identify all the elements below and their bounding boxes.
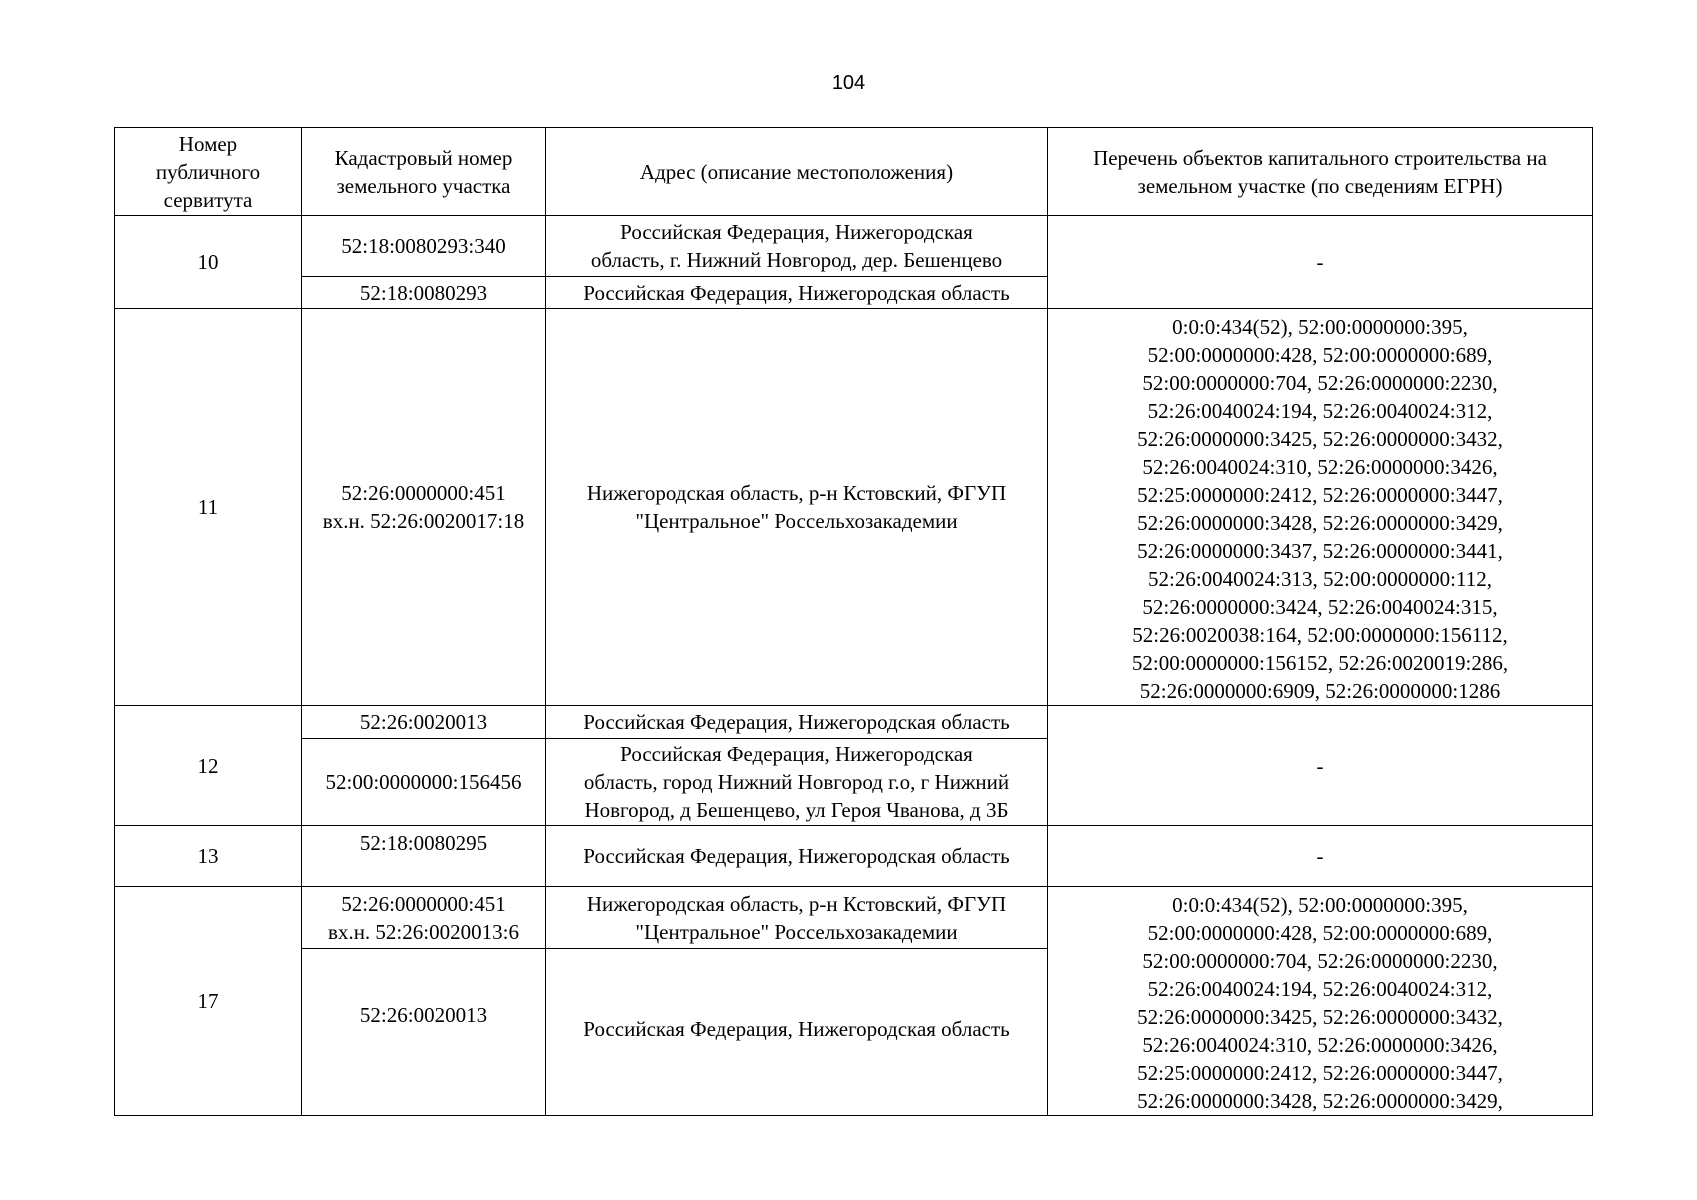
objects-line: 52:26:0040024:194, 52:26:0040024:312, xyxy=(1147,399,1493,423)
objects-line: 52:26:0040024:310, 52:26:0000000:3426, xyxy=(1142,455,1498,479)
header-text: публичного xyxy=(155,159,261,184)
objects-line: 52:26:0000000:3428, 52:26:0000000:3429, xyxy=(1137,511,1503,535)
address-text: Российская Федерация, Нижегородская область xyxy=(583,1017,1010,1041)
servitude-table xyxy=(114,127,1593,1116)
address-text: Нижегородская область, р-н Кстовский, ФГУП xyxy=(586,891,1007,916)
servitude-number-cell: 10 xyxy=(115,216,302,309)
table-row xyxy=(115,309,1593,706)
cadastral-number-cell xyxy=(302,706,546,739)
table-row xyxy=(115,216,1593,277)
table-header-row xyxy=(115,128,1593,216)
address-cell xyxy=(546,277,1048,309)
incoming-number: вх.н. 52:26:0020017:18 xyxy=(322,509,525,533)
address-text: Новгород, д Бешенцево, ул Героя Чванова, д 3Б xyxy=(584,798,1009,822)
cadastral-number-cell xyxy=(302,216,546,277)
objects-line: 52:26:0000000:6909, 52:26:0000000:1286 xyxy=(1139,679,1501,703)
address-cell xyxy=(546,216,1048,277)
objects-line: 0:0:0:434(52), 52:00:0000000:395, xyxy=(1172,315,1468,339)
page-number: 104 xyxy=(831,72,866,94)
address-cell xyxy=(546,739,1048,826)
address-text: Российская Федерация, Нижегородская область xyxy=(583,280,1010,305)
header-text: Перечень объектов капитального строительства на xyxy=(1093,145,1547,170)
objects-line: 52:00:0000000:428, 52:00:0000000:689, xyxy=(1147,343,1493,367)
objects-line: 52:26:0000000:3428, 52:26:0000000:3429, xyxy=(1137,1089,1503,1113)
objects-line: 0:0:0:434(52), 52:00:0000000:395, xyxy=(1172,893,1468,917)
objects-line: 52:00:0000000:156152, 52:26:0020019:286, xyxy=(1131,651,1509,675)
objects-line: 52:26:0000000:3425, 52:26:0000000:3432, xyxy=(1137,1005,1503,1029)
incoming-number: вх.н. 52:26:0020013:6 xyxy=(328,919,519,944)
objects-line: 52:26:0040024:194, 52:26:0040024:312, xyxy=(1147,977,1493,1001)
cadastral-number-cell xyxy=(302,277,546,309)
address-text: область, г. Нижний Новгород, дер. Бешенцево xyxy=(590,248,1003,272)
header-text: земельного участка xyxy=(336,173,511,198)
objects-line: 52:26:0000000:3424, 52:26:0040024:315, xyxy=(1142,595,1498,619)
header-address xyxy=(546,128,1048,216)
objects-line: 52:00:0000000:704, 52:26:0000000:2230, xyxy=(1142,949,1498,973)
servitude-number-cell: 17 xyxy=(115,887,302,1116)
address-text: Нижегородская область, р-н Кстовский, ФГУП xyxy=(586,481,1007,505)
cadastral-number: 52:18:0080295 xyxy=(359,831,488,855)
table-row xyxy=(115,826,1593,887)
address-text: Российская Федерация, Нижегородская область xyxy=(583,710,1010,734)
objects-line: 52:25:0000000:2412, 52:26:0000000:3447, xyxy=(1137,1061,1503,1085)
objects-line: 52:26:0000000:3437, 52:26:0000000:3441, xyxy=(1137,539,1503,563)
objects-line: 52:00:0000000:704, 52:26:0000000:2230, xyxy=(1142,371,1498,395)
address-cell xyxy=(546,887,1048,949)
address-cell xyxy=(546,706,1048,739)
address-cell xyxy=(546,949,1048,1116)
header-text: земельном участке (по сведениям ЕГРН) xyxy=(1137,173,1503,198)
cadastral-number-cell xyxy=(302,309,546,706)
servitude-number-cell: 11 xyxy=(115,309,302,706)
cadastral-number: 52:18:0080293 xyxy=(359,280,488,305)
cadastral-number-cell xyxy=(302,949,546,1116)
objects-line: 52:26:0040024:313, 52:00:0000000:112, xyxy=(1148,567,1492,591)
objects-cell: - xyxy=(1048,826,1593,887)
cadastral-number: 52:00:0000000:156456 xyxy=(325,770,522,794)
header-objects xyxy=(1048,128,1593,216)
cadastral-number: 52:26:0000000:451 xyxy=(341,891,506,916)
cadastral-number: 52:26:0020013 xyxy=(359,1003,488,1027)
table-row xyxy=(115,706,1593,739)
servitude-number-cell: 13 xyxy=(115,826,302,887)
objects-cell xyxy=(1048,309,1593,706)
objects-line: 52:26:0000000:3425, 52:26:0000000:3432, xyxy=(1137,427,1503,451)
address-text: "Центральное" Россельхозакадемии xyxy=(635,509,958,533)
servitude-number-cell: 12 xyxy=(115,706,302,826)
address-text: Российская Федерация, Нижегородская xyxy=(620,220,973,244)
address-text: область, город Нижний Новгород г.о, г Нижний xyxy=(583,770,1010,794)
objects-line: 52:26:0040024:310, 52:26:0000000:3426, xyxy=(1142,1033,1498,1057)
objects-line: 52:25:0000000:2412, 52:26:0000000:3447, xyxy=(1137,483,1503,507)
address-text: Российская Федерация, Нижегородская область xyxy=(583,844,1010,868)
header-text: Адрес (описание местоположения) xyxy=(639,159,954,184)
table-row xyxy=(115,887,1593,949)
cadastral-number: 52:18:0080293:340 xyxy=(341,234,506,258)
header-servitude-number xyxy=(115,128,302,216)
address-cell xyxy=(546,826,1048,887)
cadastral-number: 52:26:0020013 xyxy=(359,710,488,734)
cadastral-number-cell xyxy=(302,887,546,949)
header-text: сервитута xyxy=(163,187,253,212)
objects-cell: - xyxy=(1048,706,1593,826)
address-cell xyxy=(546,309,1048,706)
objects-line: 52:00:0000000:428, 52:00:0000000:689, xyxy=(1147,921,1493,945)
cadastral-number-cell xyxy=(302,739,546,826)
objects-line: 52:26:0020038:164, 52:00:0000000:156112, xyxy=(1132,623,1508,647)
header-text: Номер xyxy=(178,131,238,156)
header-cadastral-number xyxy=(302,128,546,216)
cadastral-number: 52:26:0000000:451 xyxy=(341,481,506,505)
address-text: "Центральное" Россельхозакадемии xyxy=(635,919,958,944)
address-text: Российская Федерация, Нижегородская xyxy=(620,742,973,766)
cadastral-number-cell xyxy=(302,826,546,887)
header-text: Кадастровый номер xyxy=(334,145,513,170)
objects-cell xyxy=(1048,887,1593,1116)
objects-cell: - xyxy=(1048,216,1593,309)
